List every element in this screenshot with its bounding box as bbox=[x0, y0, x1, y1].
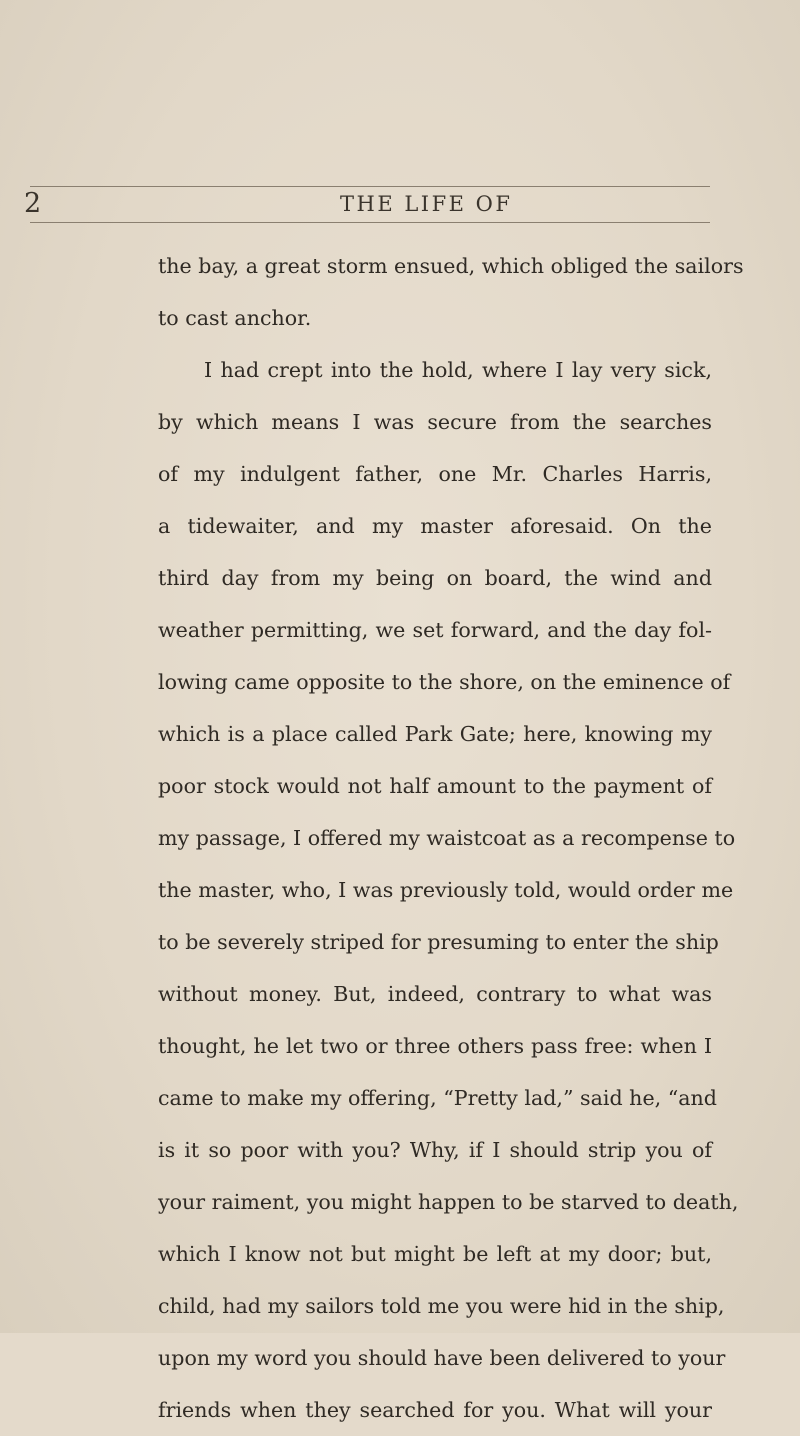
text-line: which is a place called Park Gate; here, knowing my bbox=[158, 722, 712, 746]
text-line: your raiment, you might happen to be starved to death, bbox=[158, 1190, 739, 1214]
text-line: to be severely striped for presuming to enter the ship bbox=[158, 930, 719, 954]
text-line: to cast anchor. bbox=[158, 306, 312, 330]
text-line: is it so poor with you? Why, if I should strip you of bbox=[158, 1138, 712, 1162]
text-line: third day from my being on board, the wind and bbox=[158, 566, 712, 590]
text-line: lowing came opposite to the shore, on the eminence of bbox=[158, 670, 731, 694]
text-line: of my indulgent father, one Mr. Charles Harris, bbox=[158, 462, 712, 486]
text-line: upon my word you should have been delivered to your bbox=[158, 1346, 726, 1370]
text-line: child, had my sailors told me you were hid in the ship, bbox=[158, 1294, 725, 1318]
text-line: without money. But, indeed, contrary to what was bbox=[158, 982, 712, 1006]
text-line: the bay, a great storm ensued, which obliged the sailors bbox=[158, 254, 744, 278]
page-number: 2 bbox=[24, 188, 42, 219]
text-line: the master, who, I was previously told, would order me bbox=[158, 878, 734, 902]
header-rule-bottom bbox=[30, 222, 710, 223]
body-text bbox=[158, 240, 744, 1436]
text-line: weather permitting, we set forward, and the day fol- bbox=[158, 618, 712, 642]
text-line: thought, he let two or three others pass free: when I bbox=[158, 1034, 712, 1058]
text-line: came to make my offering, “Pretty lad,” said he, “and bbox=[158, 1086, 717, 1110]
text-line: I had crept into the hold, where I lay very sick, bbox=[204, 358, 712, 382]
text-line: a tidewaiter, and my master aforesaid. On the bbox=[158, 514, 712, 538]
running-title: THE LIFE OF bbox=[340, 192, 513, 216]
text-line: by which means I was secure from the searches bbox=[158, 410, 712, 434]
text-line: my passage, I offered my waistcoat as a recompense to bbox=[158, 826, 736, 850]
header-rule-top bbox=[30, 186, 710, 187]
text-line: poor stock would not half amount to the payment of bbox=[158, 774, 712, 798]
text-line: friends when they searched for you. What will your bbox=[158, 1398, 712, 1422]
text-line: which I know not but might be left at my door; but, bbox=[158, 1242, 712, 1266]
